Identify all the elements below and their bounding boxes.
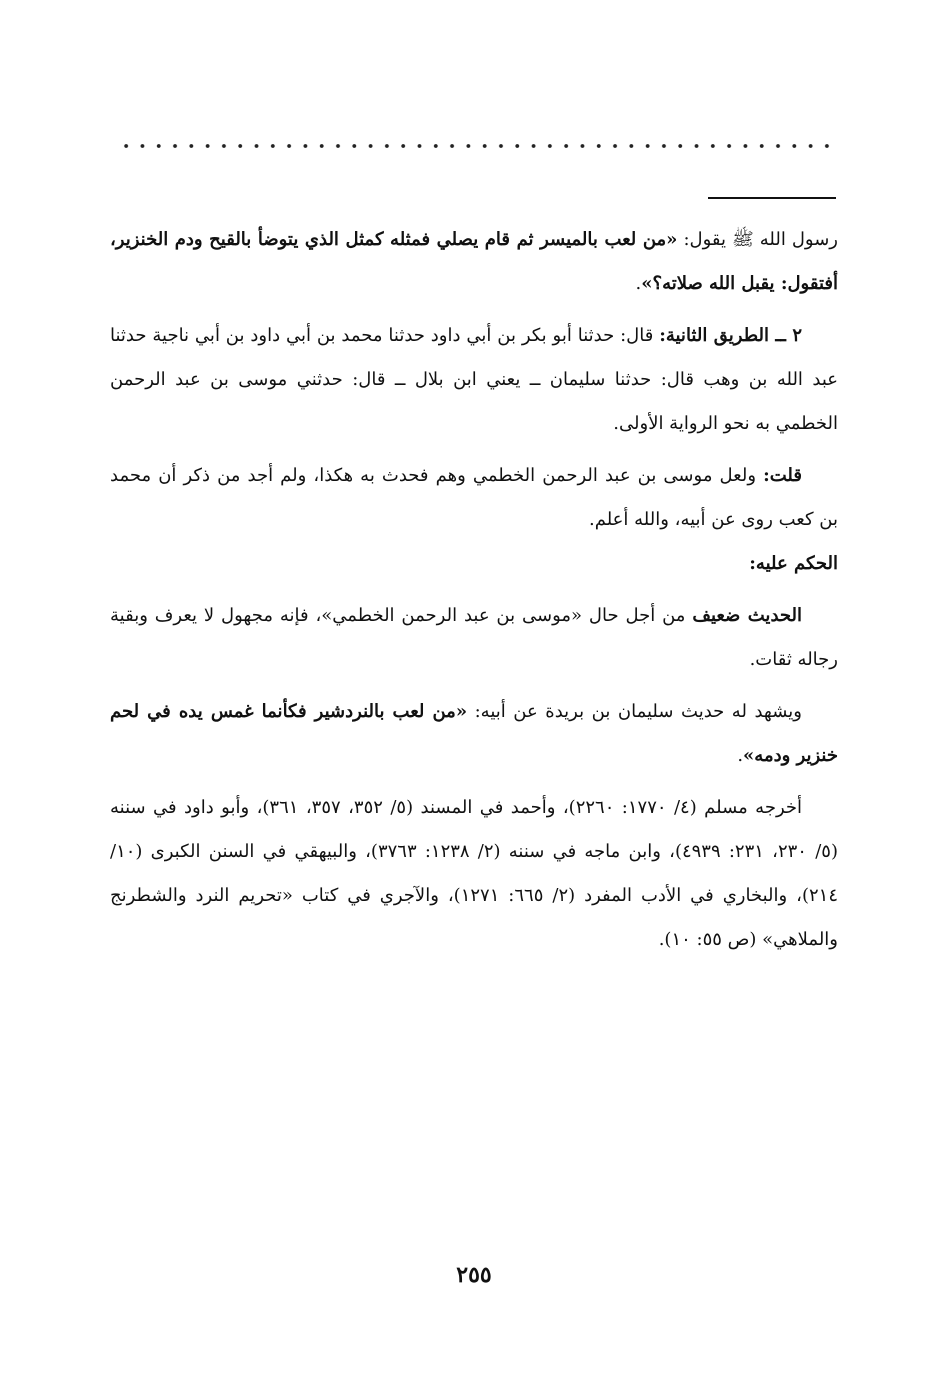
paragraph-3: قلت: ولعل موسى بن عبد الرحمن الخطمي وهم فحدث به هكذا، ولم أجد من ذكر أن محمد بن كعب روى عن أبيه، والله أعلم. — [110, 465, 838, 530]
paragraph-2: ٢ ــ الطريق الثانية: قال: حدثنا أبو بكر بن أبي داود حدثنا محمد بن أبي داود بن أبي ناجية حدثنا عبد الله بن وهب قال: حدثنا سليمان ــ يعني ابن بلال ــ قال: حدثني موسى بن عبد الرحمن الخطمي به نحو الرواية الأولى. — [110, 325, 838, 434]
page-number: ٢٥٥ — [456, 1262, 492, 1288]
ruling-label: الحديث ضعيف — [692, 605, 802, 626]
paragraph-6-references: أخرجه مسلم (٤/ ١٧٧٠: ٢٢٦٠)، وأحمد في المسند (٥/ ٣٥٢، ٣٥٧، ٣٦١)، وأبو داود في سننه (٥/ ٢٣٠، ٢٣١: ٤٩٣٩)، وابن ماجه في سننه (٢/ ١٢٣٨: ٣٧٦٣)، والبيهقي في السنن الكبرى (١٠/ ٢١٤)، والبخاري في الأدب المفرد (٢/ ٦٦٥: ١٢٧١)، والآجري في كتاب «تحريم النرد والشطرنج والملاهي» (ص ٥٥: ١٠). — [110, 797, 839, 950]
paragraph-5: ويشهد له حديث سليمان بن بريدة عن أبيه: «من لعب بالنردشير فكأنما غمس يده في لحم خنزير ودمه». — [110, 701, 838, 766]
paragraph-1: رسول الله ﷺ يقول: «من لعب بالميسر ثم قام يصلي فمثله كمثل الذي يتوضأ بالقيح ودم الخنزير، أفتقول: يقبل الله صلاته؟». — [110, 229, 838, 294]
supporting-hadith-quote: «من لعب بالنردشير فكأنما غمس يده في لحم خنزير ودمه» — [110, 701, 838, 766]
footnote-rule — [708, 197, 836, 199]
second-route-label: ٢ ــ الطريق الثانية: — [659, 325, 802, 346]
dotted-separator — [118, 138, 834, 154]
page-body — [110, 218, 838, 962]
ruling-heading: الحكم عليه: — [749, 553, 838, 574]
paragraph-4: الحديث ضعيف من أجل حال «موسى بن عبد الرحمن الخطمي»، فإنه مجهول لا يعرف وبقية رجاله ثقات. — [110, 605, 838, 670]
qultu-label: قلت: — [763, 465, 802, 486]
hadith-quote: «من لعب بالميسر ثم قام يصلي فمثله كمثل الذي يتوضأ بالقيح ودم الخنزير، أفتقول: يقبل الله صلاته؟» — [110, 229, 838, 294]
